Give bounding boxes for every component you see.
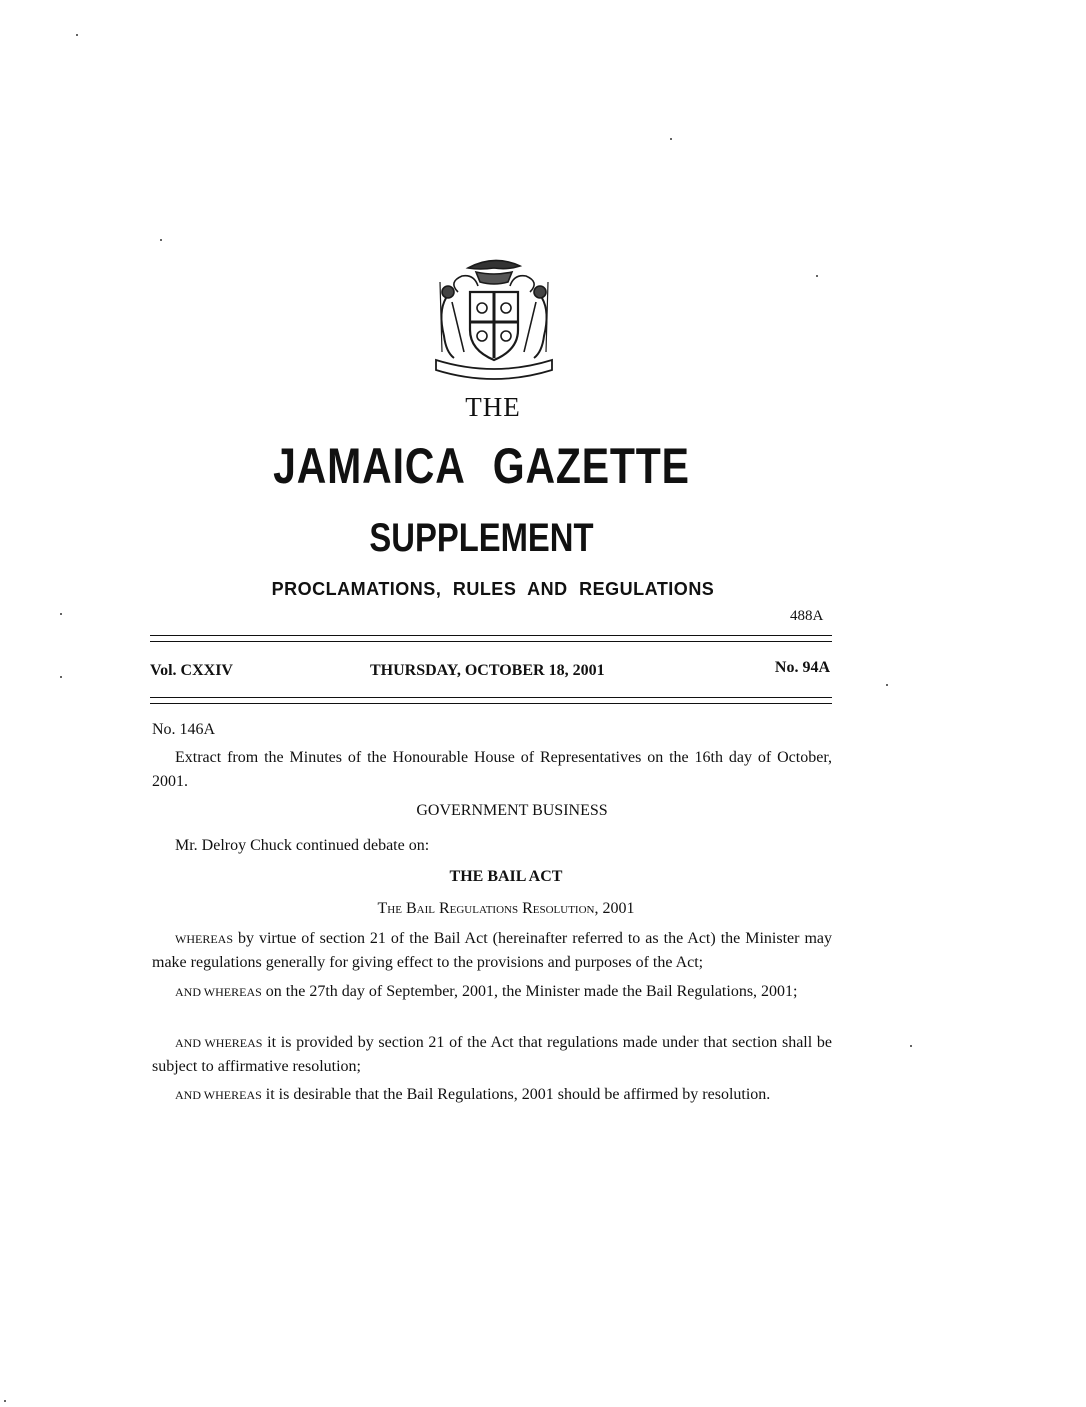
scan-speck bbox=[76, 34, 78, 36]
scan-speck bbox=[60, 613, 62, 615]
scan-speck bbox=[670, 138, 672, 140]
section-heading: PROCLAMATIONS, RULES AND REGULATIONS bbox=[271, 579, 715, 599]
scan-speck bbox=[4, 1400, 6, 1402]
divider-top-2 bbox=[150, 641, 832, 642]
divider-top-1 bbox=[150, 635, 832, 636]
coat-of-arms-icon bbox=[428, 252, 560, 382]
whereas-paragraph-2: AND WHEREAS on the 27th day of September, 2001, the Minister made the Bail Regulations, 2001; bbox=[175, 983, 798, 1000]
debate-line: Mr. Delroy Chuck continued debate on: bbox=[175, 837, 430, 854]
notice-number: No. 146A bbox=[152, 721, 216, 738]
issue-number: No. 94A bbox=[774, 659, 830, 676]
masthead-subtitle: SUPPLEMENT bbox=[369, 516, 594, 560]
scan-speck bbox=[60, 676, 62, 678]
scan-speck bbox=[886, 684, 888, 686]
resolution-title: The Bail Regulations Resolution, 2001 bbox=[377, 900, 635, 917]
scan-speck bbox=[910, 1045, 912, 1047]
whereas-paragraph-3: AND WHEREAS it is provided by section 21 of the Act that regulations made under that section shall be subject to affirmative resolution; bbox=[152, 1034, 832, 1075]
divider-bottom-1 bbox=[150, 697, 832, 698]
whereas-paragraph-1: WHEREAS by virtue of section 21 of the Bail Act (hereinafter referred to as the Act) the Minister may make regulations generally for giving effect to the provisions and purposes of the Act; bbox=[152, 930, 832, 971]
masthead-the: THE bbox=[465, 392, 521, 422]
masthead-title: JAMAICA GAZETTE bbox=[273, 438, 690, 494]
extract-paragraph: Extract from the Minutes of the Honourable House of Representatives on the 16th day of October, 2001. bbox=[152, 749, 832, 790]
divider-bottom-2 bbox=[150, 703, 832, 704]
scan-speck bbox=[816, 275, 818, 277]
volume-label: Vol. CXXIV bbox=[150, 662, 233, 679]
page-number: 488A bbox=[790, 608, 824, 624]
whereas-paragraph-4: AND WHEREAS it is desirable that the Bail Regulations, 2001 should be affirmed by resolution. bbox=[175, 1086, 771, 1103]
act-title: THE BAIL ACT bbox=[449, 868, 563, 885]
scan-speck bbox=[160, 239, 162, 241]
issue-date: THURSDAY, OCTOBER 18, 2001 bbox=[370, 662, 605, 679]
business-heading: GOVERNMENT BUSINESS bbox=[416, 802, 608, 819]
